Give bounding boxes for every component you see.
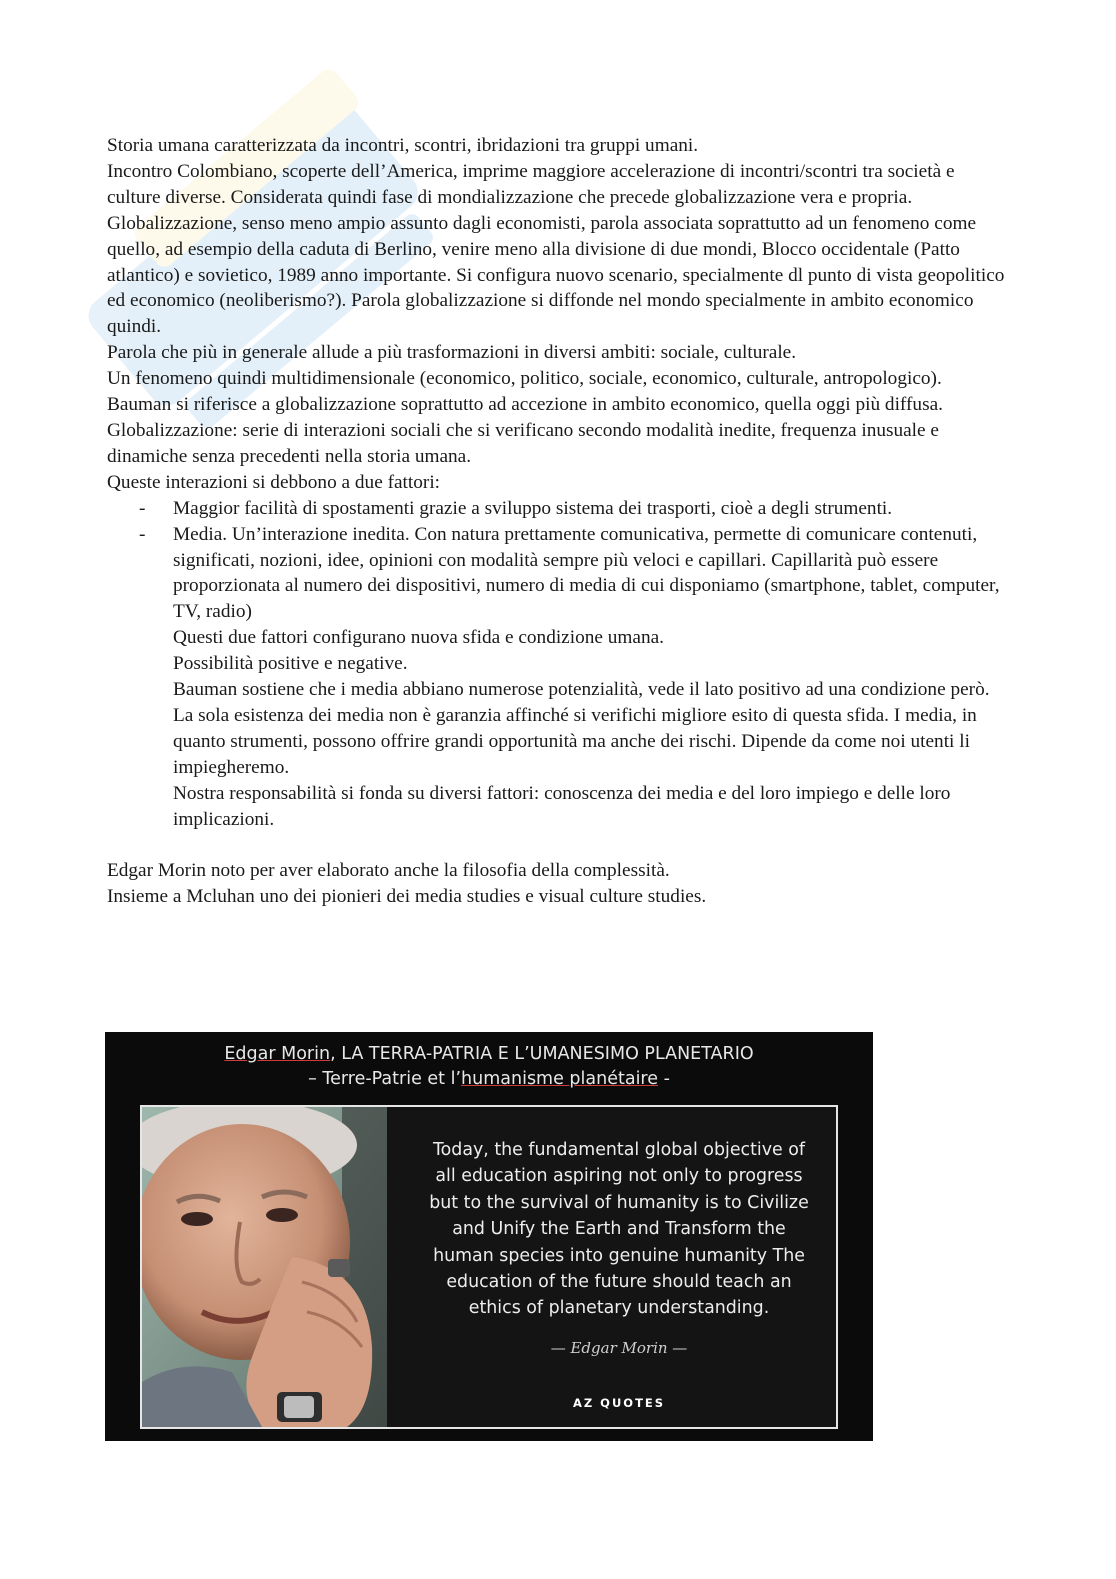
- quote-line: ethics of planetary understanding.: [468, 1298, 770, 1319]
- paragraph: Storia umana caratterizzata da incontri, scontri, ibridazioni tra gruppi umani.: [107, 135, 699, 156]
- azquotes-logo: AZ QUOTES: [572, 1396, 666, 1410]
- quote-image: [105, 1032, 873, 1441]
- quote-line: human species into genuine humanity The: [433, 1245, 805, 1266]
- quote-card: [140, 1105, 838, 1429]
- quote-image-title-line1: [105, 1042, 873, 1067]
- title-suffix: -: [658, 1069, 670, 1089]
- list-item-text: Maggior facilità di spostamenti grazie a sviluppo sistema dei trasporti, cioè a degli strumenti.: [173, 497, 893, 519]
- list-item-text: Media. Un’interazione inedita. Con natura prettamente comunicativa, permette di comunicare contenuti, significati, nozioni, idee, opinioni con modalità sempre più veloci e capillari. Capillarità può essere proporzionata al numero dei dispositivi, numero di media di cui disponiamo (smartphone, tablet, computer, TV, radio): [173, 523, 1000, 623]
- paragraph: Globalizzazione, senso meno ampio assunto dagli economisti, parola associata soprattutto ad un fenomeno come quello, ad esempio della caduta di Berlino, venire meno alla divisione di due mondi, Blocco occidentale (Patto atlantico) e sovietico, 1989 anno importante. Si configura nuovo scenario, specialmente dl punto di vista geopolitico ed economico (neoliberismo?). Parola globalizzazione si diffonde nel mondo specialmente in ambito economico quindi.: [107, 212, 1005, 338]
- list-item: [139, 496, 1012, 522]
- quote-line: but to the survival of humanity is to Civilize: [429, 1192, 809, 1213]
- quote-text: [412, 1137, 826, 1322]
- paragraph: Incontro Colombiano, scoperte dell’America, imprime maggiore accelerazione di incontri/scontri tra società e culture diverse. Considerata quindi fase di mondializzazione che precede globalizzazione vera e propria.: [107, 160, 955, 208]
- document-body: [107, 133, 1012, 910]
- bullet-dash: -: [139, 523, 146, 545]
- quote-line: education of the future should teach an: [446, 1272, 792, 1293]
- list-item-text: Bauman sostiene che i media abbiano numerose potenzialità, vede il lato positivo ad una condizione però. La sola esistenza dei media non è garanzia affinché si verifichi migliore esito di questa sfida. I media, in quanto strumenti, possono offrire grandi opportunità ma anche dei rischi. Dipende da come noi utenti li impiegheremo.: [173, 679, 990, 778]
- quote-author: — Edgar Morin —: [550, 1339, 688, 1357]
- bullet-dash: -: [139, 497, 146, 519]
- quote-line: and Unify the Earth and Transform the: [452, 1219, 786, 1240]
- paragraph: Edgar Morin noto per aver elaborato anche la filosofia della complessità.: [107, 860, 670, 882]
- title-name: Edgar Morin: [224, 1044, 331, 1064]
- factors-list: [107, 496, 1012, 833]
- quote-line: all education aspiring not only to progress: [435, 1166, 803, 1187]
- title-prefix: – Terre-Patrie et l’: [308, 1069, 462, 1089]
- title-underlined: humanisme planétaire: [461, 1069, 659, 1089]
- quote-image-title-line2: [105, 1067, 873, 1092]
- quote-line: Today, the fundamental global objective of: [432, 1140, 806, 1160]
- portrait-icon: [142, 1107, 387, 1427]
- portrait-photo: [142, 1107, 387, 1427]
- quote-image-title: [105, 1042, 873, 1092]
- paragraph: Parola che più in generale allude a più trasformazioni in diversi ambiti: sociale, culturale.: [107, 342, 797, 364]
- blank-line: [107, 832, 1012, 858]
- list-item-text: Nostra responsabilità si fonda su diversi fattori: conoscenza dei media e del loro impiego e delle loro implicazioni.: [173, 782, 951, 830]
- paragraph: Insieme a Mcluhan uno dei pionieri dei media studies e visual culture studies.: [107, 886, 707, 908]
- paragraph: Globalizzazione: serie di interazioni sociali che si verificano secondo modalità inedite, frequenza inusuale e dinamiche senza precedenti nella storia umana.: [107, 419, 939, 467]
- paragraph: Bauman si riferisce a globalizzazione soprattutto ad accezione in ambito economico, quella oggi più diffusa.: [107, 394, 943, 416]
- title-rest: , LA TERRA-PATRIA E L’UMANESIMO PLANETARIO: [330, 1044, 754, 1064]
- list-item-text: Questi due fattori configurano nuova sfida e condizione umana.: [173, 627, 664, 649]
- list-item: [139, 522, 1012, 833]
- paragraph: Un fenomeno quindi multidimensionale (economico, politico, sociale, economico, culturale, antropologico).: [107, 368, 942, 390]
- list-item-text: Possibilità positive e negative.: [173, 653, 408, 675]
- paragraph: Queste interazioni si debbono a due fattori:: [107, 471, 441, 493]
